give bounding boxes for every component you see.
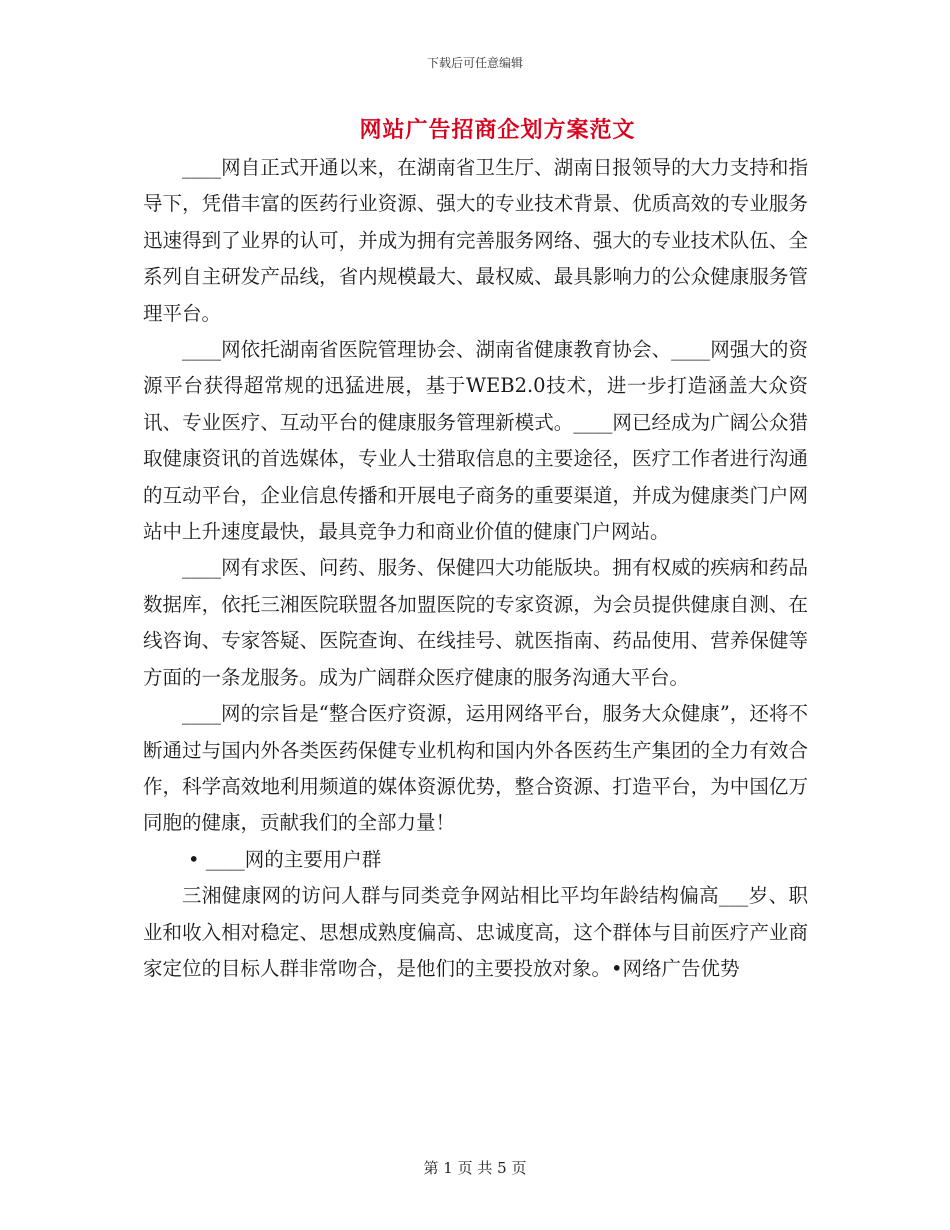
paragraph-1: ____网自正式开通以来，在湖南省卫生厅、湖南日报领导的大力支持和指导下，凭借丰富的医药行业资源、强大的专业技术背景、优质高效的专业服务迅速得到了业界的认可，并成为拥有完善服务网络、强大的专业技术队伍、全系列自主研发产品线，省内规模最大、最权威、最具影响力的公众健康服务管理平台。 [143, 156, 808, 325]
document-body [143, 150, 808, 987]
header-note: 下载后可任意编辑 [426, 56, 523, 70]
paragraph-5: 三湘健康网的访问人群与同类竞争网站相比平均年龄结构偏高___岁、职业和收入相对稳定、思想成熟度偏高、忠诚度高，这个群体与目前医疗产业商家定位的目标人群非常吻合，是他们的主要投放对象。•网络广告优势 [143, 884, 808, 980]
paragraph-2: ____网依托湖南省医院管理协会、湖南省健康教育协会、____网强大的资源平台获得超常规的迅猛进展，基于WEB2.0技术，进一步打造涵盖大众资讯、专业医疗、互动平台的健康服务管理新模式。____网已经成为广阔公众猎取健康资讯的首选媒体，专业人士猎取信息的主要途径，医疗工作者进行沟通的互动平台，企业信息传播和开展电子商务的重要渠道，并成为健康类门户网站中上升速度最快，最具竞争力和商业价值的健康门户网站。 [143, 338, 808, 544]
paragraph-4: ____网的宗旨是“整合医疗资源，运用网络平台，服务大众健康”，还将不断通过与国内外各类医药保健专业机构和国内外各医药生产集团的全力有效合作，科学高效地利用频道的媒体资源优势，整合资源、打造平台，为中国亿万同胞的健康，贡献我们的全部力量！ [143, 702, 808, 835]
paragraph-3: ____网有求医、问药、服务、保健四大功能版块。拥有权威的疾病和药品数据库，依托三湘医院联盟各加盟医院的专家资源，为会员提供健康自测、在线咨询、专家答疑、医院查询、在线挂号、就医指南、药品使用、营养保健等方面的一条龙服务。成为广阔群众医疗健康的服务沟通大平台。 [143, 556, 808, 689]
page-number: 第 1 页 共 5 页 [423, 1159, 527, 1177]
bullet-heading-user-group: • ____网的主要用户群 [188, 847, 382, 871]
document-title: 网站广告招商企划方案范文 [359, 117, 636, 143]
